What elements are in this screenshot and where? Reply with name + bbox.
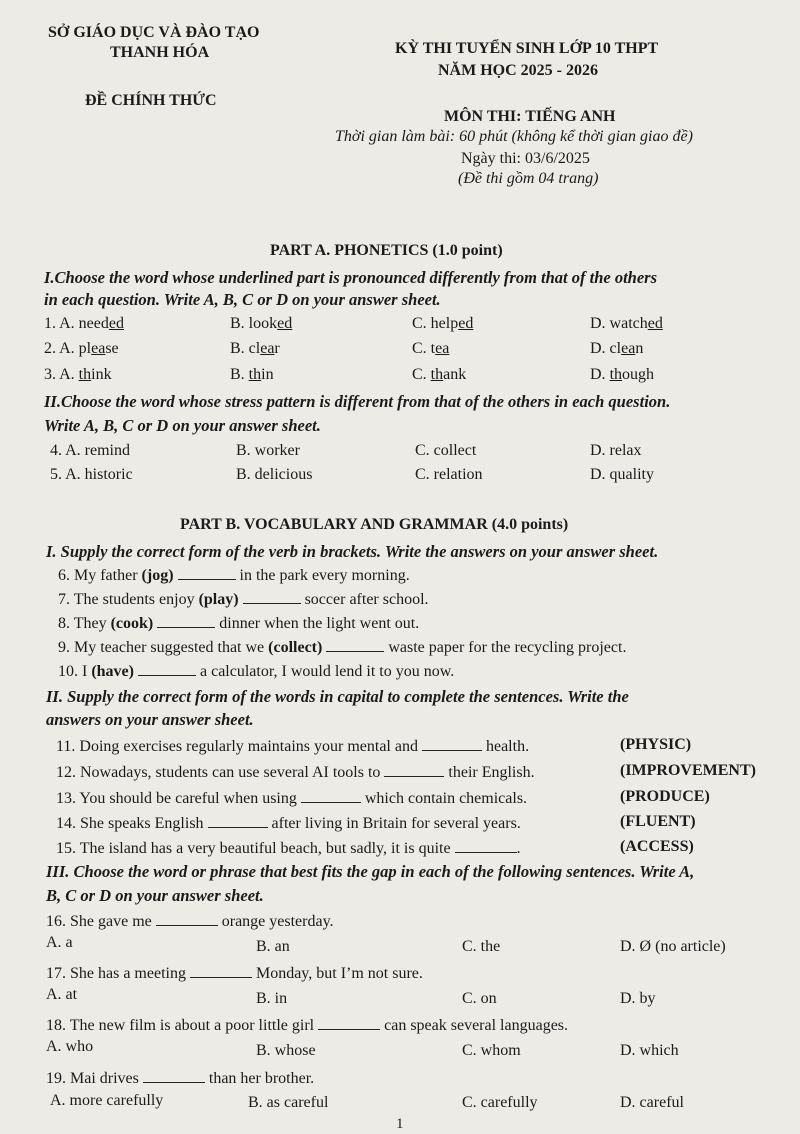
q6-blank — [178, 565, 236, 580]
q12-word: (IMPROVEMENT) — [620, 762, 756, 779]
q2-option-b: B. clear — [230, 340, 280, 357]
part-b-section-3-instruction-line-1: III. Choose the word or phrase that best fits the gap in each of the following sentences. Write A, — [46, 862, 695, 881]
q1-option-d: D. watched — [590, 315, 663, 332]
q16-option-b: B. an — [256, 938, 290, 955]
q19-option-b: B. as careful — [248, 1094, 329, 1111]
q11-word: (PHYSIC) — [620, 736, 692, 753]
part-b-section-1-instruction: I. Supply the correct form of the verb in brackets. Write the answers on your answer sheet. — [46, 542, 659, 561]
q2-option-a: 2. A. please — [44, 340, 119, 357]
department-line-1: SỞ GIÁO DỤC VÀ ĐÀO TẠO — [48, 24, 260, 41]
q14-text: 14. She speaks English after living in Britain for several years. — [56, 815, 521, 832]
q13-blank — [301, 788, 361, 803]
official-label: ĐỀ CHÍNH THỨC — [85, 92, 217, 109]
q18-text: 18. The new film is about a poor little girl can speak several languages. — [46, 1017, 569, 1034]
q16-blank — [156, 911, 218, 926]
time-line: Thời gian làm bài: 60 phút (không kể thời gian giao đề) — [335, 128, 693, 145]
q9-text: 9. My teacher suggested that we (collect) waste paper for the recycling project. — [58, 639, 627, 656]
q2-option-d: D. clean — [590, 340, 644, 357]
q1-option-b: B. looked — [230, 315, 293, 332]
q15-blank — [455, 838, 517, 853]
part-b-section-3-instruction-line-2: B, C or D on your answer sheet. — [46, 886, 264, 905]
part-a-section-2-instruction-line-1: II.Choose the word whose stress pattern is different from that of the others in each question. — [44, 392, 671, 411]
q12-text: 12. Nowadays, students can use several AI tools to their English. — [56, 764, 535, 781]
q4-option-a: 4. A. remind — [50, 442, 130, 459]
page-count: (Đề thi gồm 04 trang) — [458, 170, 599, 187]
q12-blank — [384, 762, 444, 777]
part-b-title: PART B. VOCABULARY AND GRAMMAR (4.0 points) — [180, 516, 569, 533]
q3-option-d: D. though — [590, 366, 655, 383]
q1-option-c: C. helped — [412, 315, 474, 332]
q17-option-b: B. in — [256, 990, 288, 1007]
q18-option-c: C. whom — [462, 1042, 521, 1059]
exam-date: Ngày thi: 03/6/2025 — [461, 150, 590, 167]
q10-blank — [138, 661, 196, 676]
q19-option-c: C. carefully — [462, 1094, 538, 1111]
q4-option-c: C. collect — [415, 442, 477, 459]
q11-text: 11. Doing exercises regularly maintains your mental and health. — [56, 738, 530, 755]
q19-blank — [143, 1068, 205, 1083]
q19-option-a: A. more carefully — [50, 1092, 164, 1109]
q16-option-c: C. the — [462, 938, 501, 955]
q3-option-c: C. thank — [412, 366, 467, 383]
q19-option-d: D. careful — [620, 1094, 684, 1111]
q17-option-c: C. on — [462, 990, 497, 1007]
department-line-2: THANH HÓA — [110, 44, 210, 61]
q5-option-c: C. relation — [415, 466, 483, 483]
q17-option-a: A. at — [46, 986, 78, 1003]
subject-line: MÔN THI: TIẾNG ANH — [444, 108, 616, 125]
q18-option-d: D. which — [620, 1042, 679, 1059]
page-number: 1 — [396, 1116, 404, 1132]
q3-option-b: B. thin — [230, 366, 274, 383]
q10-text: 10. I (have) a calculator, I would lend it to you now. — [58, 663, 455, 680]
q17-blank — [190, 963, 252, 978]
q8-blank — [157, 613, 215, 628]
q4-option-b: B. worker — [236, 442, 300, 459]
q3-option-a: 3. A. think — [44, 366, 112, 383]
part-b-section-2-instruction-line-2: answers on your answer sheet. — [46, 710, 254, 729]
q17-option-d: D. by — [620, 990, 656, 1007]
q5-option-d: D. quality — [590, 466, 654, 483]
q2-option-c: C. tea — [412, 340, 450, 357]
q6-text: 6. My father (jog) in the park every morning. — [58, 567, 410, 584]
q17-text: 17. She has a meeting Monday, but I’m not sure. — [46, 965, 423, 982]
q7-text: 7. The students enjoy (play) soccer after school. — [58, 591, 429, 608]
part-a-section-1-instruction-line-2: in each question. Write A, B, C or D on your answer sheet. — [44, 290, 441, 309]
q15-word: (ACCESS) — [620, 838, 694, 855]
part-a-section-2-instruction-line-2: Write A, B, C or D on your answer sheet. — [44, 416, 321, 435]
q14-word: (FLUENT) — [620, 813, 696, 830]
q16-option-a: A. a — [46, 934, 73, 951]
q9-blank — [326, 637, 384, 652]
exam-title: KỲ THI TUYỂN SINH LỚP 10 THPT — [395, 40, 659, 57]
q5-option-b: B. delicious — [236, 466, 313, 483]
school-year: NĂM HỌC 2025 - 2026 — [438, 62, 598, 79]
q16-text: 16. She gave me orange yesterday. — [46, 913, 334, 930]
q18-option-b: B. whose — [256, 1042, 316, 1059]
q13-text: 13. You should be careful when using which contain chemicals. — [56, 790, 528, 807]
q19-text: 19. Mai drives than her brother. — [46, 1070, 315, 1087]
part-a-title: PART A. PHONETICS (1.0 point) — [270, 242, 503, 259]
q18-option-a: A. who — [46, 1038, 94, 1055]
q16-option-d: D. Ø (no article) — [620, 938, 726, 955]
q14-blank — [208, 813, 268, 828]
part-a-section-1-instruction-line-1: I.Choose the word whose underlined part is pronounced differently from that of the others — [44, 268, 658, 287]
q13-word: (PRODUCE) — [620, 788, 710, 805]
q8-text: 8. They (cook) dinner when the light went out. — [58, 615, 420, 632]
q15-text: 15. The island has a very beautiful beach, but sadly, it is quite . — [56, 840, 521, 857]
q5-option-a: 5. A. historic — [50, 466, 133, 483]
part-b-section-2-instruction-line-1: II. Supply the correct form of the words in capital to complete the sentences. Write the — [46, 687, 629, 706]
q11-blank — [422, 736, 482, 751]
q1-option-a: 1. A. needed — [44, 315, 124, 332]
q7-blank — [243, 589, 301, 604]
q4-option-d: D. relax — [590, 442, 642, 459]
q18-blank — [318, 1015, 380, 1030]
